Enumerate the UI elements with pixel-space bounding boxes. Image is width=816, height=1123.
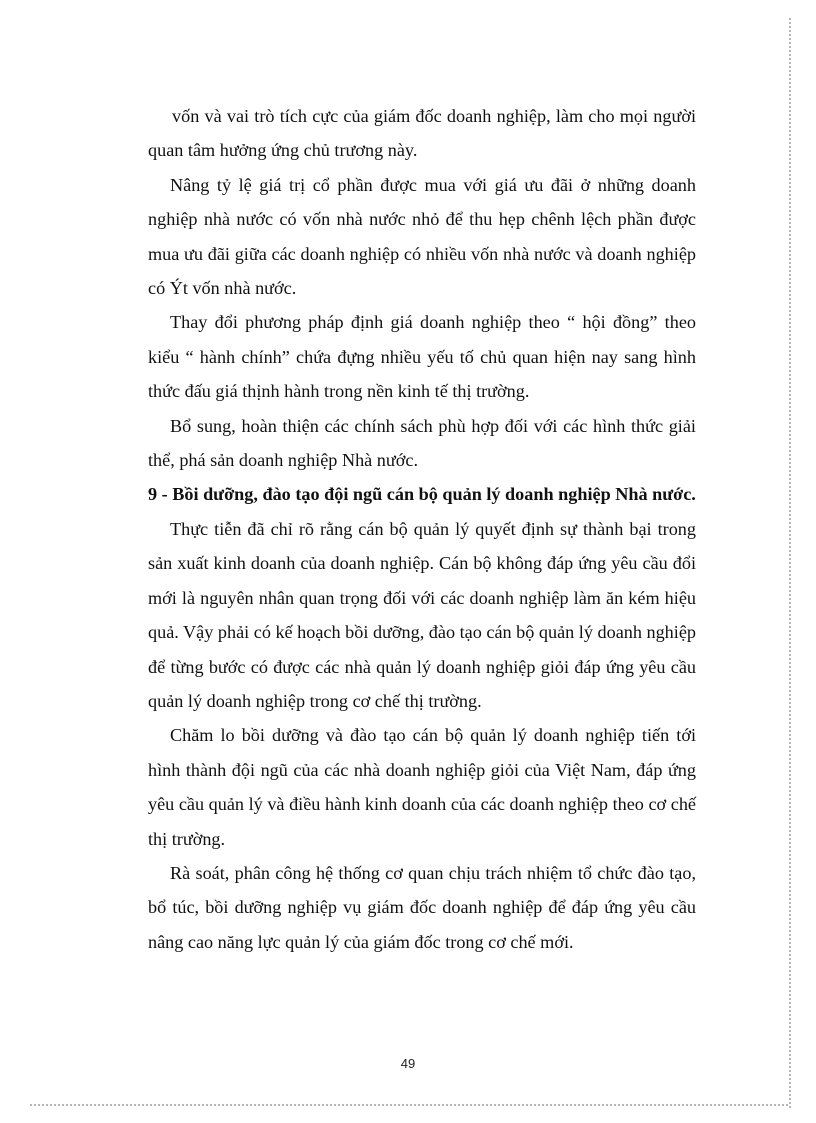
paragraph-capital-role: vốn và vai trò tích cực của giám đốc doanh nghiệp, làm cho mọi người quan tâm hưởng ứng chủ trương này.: [148, 106, 696, 161]
paragraph-share-ratio: Nâng tỷ lệ giá trị cổ phần được mua với giá ưu đãi ở những doanh nghiệp nhà nước có vốn nhà nước nhỏ để thu hẹp chênh lệch phần được mua ưu đãi giữa các doanh nghiệp có nhiều vốn nhà nước và doanh nghiệp có Ýt vốn nhà nước.: [148, 174, 696, 299]
paragraph-managers-importance: Thực tiễn đã chỉ rõ rằng cán bộ quản lý quyết định sự thành bại trong sản xuất kinh doanh của doanh nghiệp. Cán bộ không đáp ứng yêu cầu đổi mới là nguyên nhân quan trọng đối với các doanh nghiệp làm ăn kém hiệu quả. Vậy phải có kế hoạch bồi dưỡng, đào tạo cán bộ quản lý doanh nghiệp để từng bước có được các nhà quản lý doanh nghiệp giỏi đáp ứng yêu cầu quản lý doanh nghiệp trong cơ chế thị trường.: [148, 518, 696, 711]
page-number: 49: [400, 1056, 416, 1071]
paragraph-dissolution-policy: Bổ sung, hoàn thiện các chính sách phù hợp đối với các hình thức giải thể, phá sản doanh nghiệp Nhà nước.: [148, 415, 696, 471]
section-heading: 9 - Bồi dưỡng, đào tạo đội ngũ cán bộ quản lý doanh nghiệp Nhà nước.: [148, 484, 696, 505]
paragraph-training-managers: Chăm lo bồi dưỡng và đào tạo cán bộ quản lý doanh nghiệp tiến tới hình thành đội ngũ của các nhà doanh nghiệp giỏi của Việt Nam, đáp ứng yêu cầu quản lý và điều hành kinh doanh của các doanh nghiệp theo cơ chế thị trường.: [148, 725, 696, 849]
document-body: [148, 99, 696, 959]
paragraph-valuation-method: Thay đổi phương pháp định giá doanh nghiệp theo “ hội đồng” theo kiểu “ hành chính” chứa đựng nhiều yếu tố chủ quan hiện nay sang hình thức đấu giá thịnh hành trong nền kinh tế thị trường.: [148, 312, 696, 402]
paragraph-review-agencies: Rà soát, phân công hệ thống cơ quan chịu trách nhiệm tổ chức đào tạo, bổ túc, bồi dưỡng nghiệp vụ giám đốc doanh nghiệp để đáp ứng yêu cầu nâng cao năng lực quản lý của giám đốc trong cơ chế mới.: [148, 862, 696, 952]
page-border-bottom: [30, 1104, 790, 1106]
page-border-right: [789, 18, 791, 1108]
